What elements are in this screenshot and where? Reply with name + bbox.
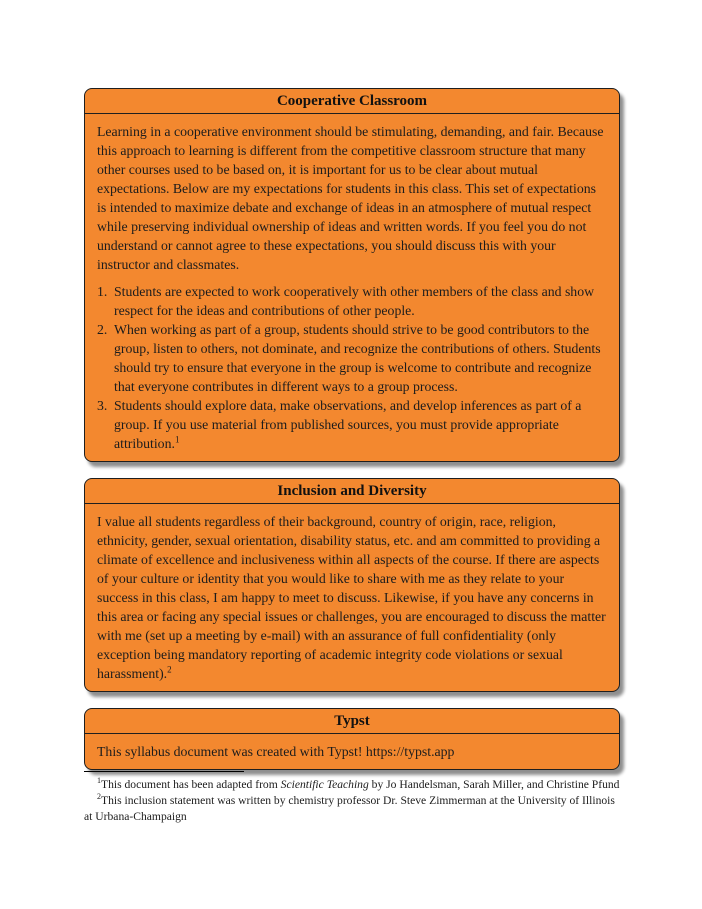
footnote-1-text-after: by Jo Handelsman, Sarah Miller, and Christine Pfund [368,778,620,791]
section-body-cooperative-classroom [85,114,619,461]
list-item-text: When working as part of a group, students should strive to be good contributors to the group, listen to others, not dominate, and recognize the contributions of others. Students should try to ensure that everyone in the group is welcome to contribute and recognize that everyone contributes in different ways to a group process. [114,322,601,394]
cooperative-intro-paragraph [97,122,607,274]
list-item-text-content: Students should explore data, make observations, and develop inferences as part of a group. If you use material from published sources, you must provide appropriate attribution. [114,398,582,451]
section-title-inclusion-and-diversity: Inclusion and Diversity [85,479,619,504]
list-item-text [114,396,607,453]
list-item-text: Students are expected to work cooperatively with other members of the class and show respect for the ideas and contributions of other people. [114,284,595,318]
footnote-2-text: This inclusion statement was written by chemistry professor Dr. Steve Zimmerman at the University of Illinois at Urbana-Champaign [84,794,615,823]
footnote-1-marker: 1 [97,776,101,786]
list-item-number: 3. [97,398,108,413]
inclusion-paragraph [97,512,607,683]
page-content [84,88,620,786]
cooperative-intro-text: Learning in a cooperative environment should be stimulating, demanding, and fair. Because this approach to learning is different from the competitive classroom structure that many other courses used to be based on, it is important for us to be clear about mutual expectations. Below are my expectations for students in this class. This set of expectations is intended to maximize debate and exchange of ideas in an atmosphere of mutual respect while preserving individual ownership of ideas and written words. If you feel you do not understand or cannot agree to these expectations, you should discuss this with your instructor and classmates. [97,124,604,272]
footnote-1-italic-title: Scientific Teaching [280,778,369,791]
list-item-number: 1. [97,284,108,299]
footnote-2 [84,793,620,825]
list-item-number: 2. [97,322,108,337]
footnote-ref-2: 2 [167,664,172,675]
section-title-cooperative-classroom: Cooperative Classroom [85,89,619,114]
section-inclusion-and-diversity [84,478,620,692]
section-typst [84,708,620,770]
typst-paragraph: This syllabus document was created with Typst! https://typst.app [97,744,455,759]
list-item [97,320,607,396]
list-item [97,282,607,320]
section-cooperative-classroom [84,88,620,462]
section-title-typst: Typst [85,709,619,734]
footnote-ref-1: 1 [174,434,180,445]
list-item [97,396,607,453]
footnote-2-marker: 2 [97,792,101,802]
section-body-inclusion-and-diversity [85,504,619,691]
footnote-separator-rule [84,771,244,772]
section-body-typst [85,734,619,769]
footnote-area [84,771,620,825]
footnote-1 [84,777,620,793]
expectations-list [97,282,607,453]
inclusion-text: I value all students regardless of their background, country of origin, race, religion, ethnicity, gender, sexual orientation, disability status, etc. and am committed to providing a climate of excellence and inclusiveness within all aspects of the course. If there are aspects of your culture or identity that you would like to share with me as they relate to your success in this class, I am happy to meet to discuss. Likewise, if you have any concerns in this area or facing any special issues or challenges, you are encouraged to discuss the matter with me (set up a meeting by e-mail) with an assurance of full confidentiality (only exception being mandatory reporting of academic integrity code violations or sexual harassment). [97,514,606,681]
footnote-1-text-before: This document has been adapted from [101,778,281,791]
